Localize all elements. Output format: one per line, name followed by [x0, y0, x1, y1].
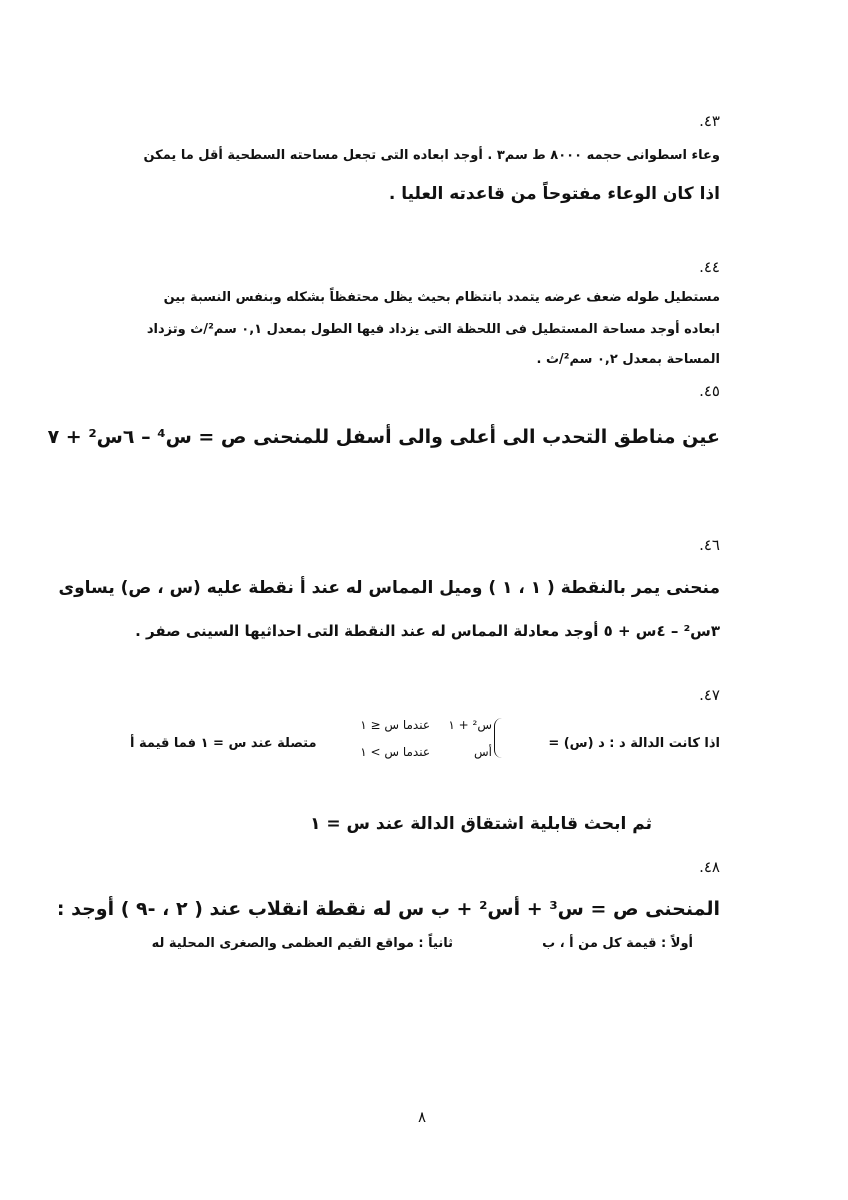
problem-48-part-b: ثانياً : مواقع القيم العظمى والصغرى المحلية له: [151, 936, 453, 951]
problem-44-line-2: ابعاده أوجد مساحة المستطيل فى اللحظة التى يزداد فيها الطول بمعدل ٠,١ سم²/ث وتزداد: [146, 322, 720, 337]
problem-number-46: ٤٦.: [699, 536, 720, 554]
problem-43-line-1: وعاء اسطوانى حجمه ٨٠٠٠ ط سم٣ . أوجد ابعاده التى تجعل مساحته السطحية أقل ما يمكن: [143, 148, 720, 163]
problem-number-45: ٤٥.: [699, 382, 720, 400]
problem-45-line-1: عين مناطق التحدب الى أعلى والى أسفل للمنحنى ص = س⁴ – ٦س² + ٧: [47, 426, 720, 448]
piece-2-expr: أس: [474, 745, 492, 759]
piece-2-condition: عندما س > ١: [360, 745, 430, 759]
piece-1-expr: س² + ١: [448, 718, 492, 732]
page-number: ٨: [418, 1108, 427, 1126]
problem-46-line-2: ٣س² – ٤س + ٥ أوجد معادلة المماس له عند النقطة التى احداثيها السينى صفر .: [135, 622, 720, 640]
problem-44-line-3: المساحة بمعدل ٠,٢ سم²/ث .: [536, 352, 720, 367]
problem-47-intro: اذا كانت الدالة د : د (س) =: [548, 736, 720, 751]
problem-number-44: ٤٤.: [699, 258, 720, 276]
problem-number-43: ٤٣.: [699, 112, 720, 130]
problem-47-followup: ثم ابحث قابلية اشتقاق الدالة عند س = ١: [310, 814, 652, 834]
problem-47-outro: متصلة عند س = ١ فما قيمة أ: [130, 736, 317, 751]
piece-1-condition: عندما س ≤ ١: [360, 718, 430, 732]
problem-48-part-a: أولاً : قيمة كل من أ ، ب: [542, 936, 693, 951]
piecewise-brace: [494, 718, 503, 758]
problem-number-47: ٤٧.: [699, 686, 720, 704]
problem-48-line-1: المنحنى ص = س³ + أس² + ب س له نقطة انقلاب عند ( ٢ ، -٩ ) أوجد :: [56, 898, 720, 920]
problem-44-line-1: مستطيل طوله ضعف عرضه يتمدد بانتظام بحيث يظل محتفظاً بشكله وبنفس النسبة بين: [163, 290, 720, 305]
problem-43-line-2: اذا كان الوعاء مفتوحاً من قاعدته العليا .: [388, 184, 720, 204]
problem-46-line-1: منحنى يمر بالنقطة ( ١ ، ١ ) وميل المماس له عند أ نقطة عليه (س ، ص) يساوى: [58, 578, 720, 598]
problem-number-48: ٤٨.: [699, 858, 720, 876]
